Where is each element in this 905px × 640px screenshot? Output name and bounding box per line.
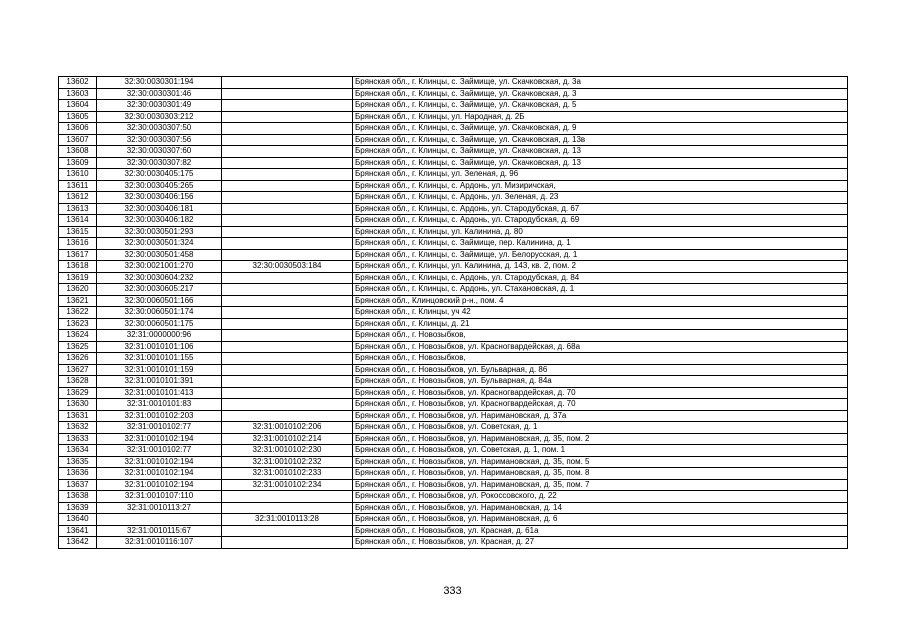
cadastral-number-cell: 32:30:0060501:174 <box>97 307 222 319</box>
secondary-cadastral-number-cell: 32:31:0010113:28 <box>222 514 353 526</box>
cadastral-number-cell: 32:30:0030301:49 <box>97 100 222 112</box>
secondary-cadastral-number-cell: 32:31:0010102:206 <box>222 422 353 434</box>
cadastral-number-cell: 32:30:0030405:265 <box>97 180 222 192</box>
cadastral-number-cell: 32:30:0030307:50 <box>97 123 222 135</box>
secondary-cadastral-number-cell <box>222 180 353 192</box>
table-row <box>59 479 848 491</box>
row-number-cell: 13619 <box>59 272 97 284</box>
table-row <box>59 261 848 273</box>
secondary-cadastral-number-cell <box>222 491 353 503</box>
row-number-cell: 13612 <box>59 192 97 204</box>
secondary-cadastral-number-cell <box>222 330 353 342</box>
cadastral-number-cell: 32:30:0030605:217 <box>97 284 222 296</box>
cadastral-number-cell: 32:31:0010101:83 <box>97 399 222 411</box>
address-cell: Брянская обл., г. Клинцы, с. Займище, ул. Скачковская, д. 13в <box>353 134 848 146</box>
table-row <box>59 525 848 537</box>
secondary-cadastral-number-cell <box>222 134 353 146</box>
table-row <box>59 203 848 215</box>
address-cell: Брянская обл., г. Клинцы, с. Займище, ул. Скачковская, д. 3а <box>353 77 848 89</box>
table-row <box>59 100 848 112</box>
table-row <box>59 249 848 261</box>
row-number-cell: 13627 <box>59 364 97 376</box>
row-number-cell: 13607 <box>59 134 97 146</box>
row-number-cell: 13639 <box>59 502 97 514</box>
secondary-cadastral-number-cell <box>222 295 353 307</box>
row-number-cell: 13603 <box>59 88 97 100</box>
address-cell: Брянская обл., г. Новозыбков, ул. Наримановская, д. 35, пом. 2 <box>353 433 848 445</box>
address-cell: Брянская обл., г. Клинцы, с. Ардонь, ул. Зеленая, д. 23 <box>353 192 848 204</box>
secondary-cadastral-number-cell <box>222 525 353 537</box>
table-row <box>59 123 848 135</box>
page-number: 333 <box>443 585 462 597</box>
table-row <box>59 445 848 457</box>
cadastral-number-cell: 32:30:0030501:458 <box>97 249 222 261</box>
secondary-cadastral-number-cell: 32:31:0010102:214 <box>222 433 353 445</box>
secondary-cadastral-number-cell <box>222 123 353 135</box>
secondary-cadastral-number-cell <box>222 537 353 549</box>
table-row <box>59 295 848 307</box>
table-row <box>59 318 848 330</box>
secondary-cadastral-number-cell <box>222 284 353 296</box>
cadastral-number-cell: 32:30:0030406:182 <box>97 215 222 227</box>
secondary-cadastral-number-cell <box>222 376 353 388</box>
table-row <box>59 134 848 146</box>
address-cell: Брянская обл., г. Новозыбков, <box>353 330 848 342</box>
secondary-cadastral-number-cell <box>222 192 353 204</box>
row-number-cell: 13606 <box>59 123 97 135</box>
row-number-cell: 13626 <box>59 353 97 365</box>
row-number-cell: 13640 <box>59 514 97 526</box>
cadastral-number-cell: 32:31:0010115:67 <box>97 525 222 537</box>
cadastral-number-cell: 32:30:0030303:212 <box>97 111 222 123</box>
table-row <box>59 146 848 158</box>
cadastral-number-cell: 32:30:0030406:181 <box>97 203 222 215</box>
address-cell: Брянская обл., г. Клинцы, с. Займище, пер. Калинина, д. 1 <box>353 238 848 250</box>
table-row <box>59 180 848 192</box>
cadastral-number-cell: 32:31:0010107:110 <box>97 491 222 503</box>
row-number-cell: 13632 <box>59 422 97 434</box>
secondary-cadastral-number-cell <box>222 502 353 514</box>
property-table <box>58 76 848 549</box>
table-row <box>59 111 848 123</box>
secondary-cadastral-number-cell <box>222 88 353 100</box>
table-row <box>59 376 848 388</box>
address-cell: Брянская обл., г. Новозыбков, ул. Красногвардейская, д. 70 <box>353 387 848 399</box>
row-number-cell: 13623 <box>59 318 97 330</box>
table-row <box>59 514 848 526</box>
cadastral-number-cell: 32:31:0010101:159 <box>97 364 222 376</box>
row-number-cell: 13604 <box>59 100 97 112</box>
secondary-cadastral-number-cell: 32:31:0010102:230 <box>222 445 353 457</box>
row-number-cell: 13633 <box>59 433 97 445</box>
secondary-cadastral-number-cell <box>222 318 353 330</box>
address-cell: Брянская обл., г. Новозыбков, ул. Советская, д. 1, пом. 1 <box>353 445 848 457</box>
row-number-cell: 13617 <box>59 249 97 261</box>
cadastral-number-cell: 32:31:0010102:194 <box>97 456 222 468</box>
address-cell: Брянская обл., г. Новозыбков, ул. Рокоссовского, д. 22 <box>353 491 848 503</box>
cadastral-number-cell: 32:30:0060501:175 <box>97 318 222 330</box>
table-row <box>59 330 848 342</box>
address-cell: Брянская обл., г. Новозыбков, ул. Наримановская, д. 14 <box>353 502 848 514</box>
table-row <box>59 364 848 376</box>
row-number-cell: 13637 <box>59 479 97 491</box>
row-number-cell: 13624 <box>59 330 97 342</box>
address-cell: Брянская обл., г. Новозыбков, ул. Наримановская, д. 35, пом. 7 <box>353 479 848 491</box>
cadastral-number-cell: 32:30:0030501:293 <box>97 226 222 238</box>
table-row <box>59 456 848 468</box>
secondary-cadastral-number-cell <box>222 226 353 238</box>
cadastral-number-cell: 32:31:0010102:77 <box>97 445 222 457</box>
address-cell: Брянская обл., г. Клинцы, с. Займище, ул. Скачковская, д. 9 <box>353 123 848 135</box>
cadastral-number-cell: 32:30:0030501:324 <box>97 238 222 250</box>
row-number-cell: 13635 <box>59 456 97 468</box>
secondary-cadastral-number-cell <box>222 410 353 422</box>
table-row <box>59 410 848 422</box>
row-number-cell: 13630 <box>59 399 97 411</box>
row-number-cell: 13636 <box>59 468 97 480</box>
cadastral-number-cell: 32:30:0030307:60 <box>97 146 222 158</box>
table-row <box>59 399 848 411</box>
row-number-cell: 13615 <box>59 226 97 238</box>
address-cell: Брянская обл., г. Клинцы, ул. Зеленая, д. 96 <box>353 169 848 181</box>
cadastral-number-cell: 32:30:0030604:232 <box>97 272 222 284</box>
table-row <box>59 422 848 434</box>
address-cell: Брянская обл., г. Новозыбков, ул. Красногвардейская, д. 68а <box>353 341 848 353</box>
address-cell: Брянская обл., г. Клинцы, с. Займище, ул. Скачковская, д. 13 <box>353 146 848 158</box>
secondary-cadastral-number-cell <box>222 399 353 411</box>
cadastral-number-cell: 32:31:0010102:194 <box>97 433 222 445</box>
cadastral-number-cell: 32:30:0030406:156 <box>97 192 222 204</box>
secondary-cadastral-number-cell <box>222 157 353 169</box>
cadastral-number-cell: 32:30:0030301:46 <box>97 88 222 100</box>
table-row <box>59 192 848 204</box>
table-row <box>59 387 848 399</box>
cadastral-number-cell: 32:31:0000000:96 <box>97 330 222 342</box>
secondary-cadastral-number-cell <box>222 307 353 319</box>
row-number-cell: 13605 <box>59 111 97 123</box>
address-cell: Брянская обл., г. Новозыбков, ул. Красная, д. 27 <box>353 537 848 549</box>
address-cell: Брянская обл., г. Клинцы, с. Ардонь, ул. Стародубская, д. 84 <box>353 272 848 284</box>
table-row <box>59 341 848 353</box>
secondary-cadastral-number-cell <box>222 272 353 284</box>
cadastral-number-cell: 32:31:0010116:107 <box>97 537 222 549</box>
table-row <box>59 88 848 100</box>
address-cell: Брянская обл., г. Клинцы, ул. Народная, д. 2Б <box>353 111 848 123</box>
cadastral-number-cell: 32:31:0010102:194 <box>97 479 222 491</box>
secondary-cadastral-number-cell <box>222 353 353 365</box>
table-row <box>59 537 848 549</box>
secondary-cadastral-number-cell <box>222 249 353 261</box>
secondary-cadastral-number-cell <box>222 238 353 250</box>
address-cell: Брянская обл., г. Клинцы, с. Займище, ул. Белорусская, д. 1 <box>353 249 848 261</box>
property-table-body <box>59 77 848 549</box>
address-cell: Брянская обл., г. Клинцы, с. Ардонь, ул. Мизиричская, <box>353 180 848 192</box>
secondary-cadastral-number-cell <box>222 387 353 399</box>
secondary-cadastral-number-cell: 32:30:0030503:184 <box>222 261 353 273</box>
secondary-cadastral-number-cell <box>222 77 353 89</box>
cadastral-number-cell: 32:31:0010101:106 <box>97 341 222 353</box>
secondary-cadastral-number-cell <box>222 364 353 376</box>
row-number-cell: 13621 <box>59 295 97 307</box>
address-cell: Брянская обл., Клинцовский р-н., пом. 4 <box>353 295 848 307</box>
address-cell: Брянская обл., г. Новозыбков, ул. Красногвардейская, д. 70 <box>353 399 848 411</box>
cadastral-number-cell: 32:31:0010113:27 <box>97 502 222 514</box>
cadastral-number-cell <box>97 514 222 526</box>
address-cell: Брянская обл., г. Клинцы, с. Займище, ул. Скачковская, д. 5 <box>353 100 848 112</box>
address-cell: Брянская обл., г. Новозыбков, ул. Наримановская, д. 35, пом. 8 <box>353 468 848 480</box>
table-row <box>59 169 848 181</box>
table-row <box>59 353 848 365</box>
row-number-cell: 13618 <box>59 261 97 273</box>
cadastral-number-cell: 32:31:0010101:155 <box>97 353 222 365</box>
address-cell: Брянская обл., г. Новозыбков, ул. Наримановская, д. 6 <box>353 514 848 526</box>
cadastral-number-cell: 32:30:0060501:166 <box>97 295 222 307</box>
secondary-cadastral-number-cell <box>222 111 353 123</box>
address-cell: Брянская обл., г. Новозыбков, ул. Наримановская, д. 35, пом. 5 <box>353 456 848 468</box>
address-cell: Брянская обл., г. Клинцы, ул. Калинина, д. 80 <box>353 226 848 238</box>
cadastral-number-cell: 32:31:0010102:77 <box>97 422 222 434</box>
table-row <box>59 215 848 227</box>
row-number-cell: 13642 <box>59 537 97 549</box>
address-cell: Брянская обл., г. Новозыбков, ул. Советская, д. 1 <box>353 422 848 434</box>
row-number-cell: 13625 <box>59 341 97 353</box>
row-number-cell: 13634 <box>59 445 97 457</box>
address-cell: Брянская обл., г. Клинцы, с. Займище, ул. Скачковская, д. 3 <box>353 88 848 100</box>
table-row <box>59 468 848 480</box>
row-number-cell: 13611 <box>59 180 97 192</box>
secondary-cadastral-number-cell <box>222 169 353 181</box>
address-cell: Брянская обл., г. Новозыбков, ул. Красная, д. 61а <box>353 525 848 537</box>
table-row <box>59 226 848 238</box>
row-number-cell: 13608 <box>59 146 97 158</box>
address-cell: Брянская обл., г. Новозыбков, ул. Наримановская, д. 37а <box>353 410 848 422</box>
table-row <box>59 502 848 514</box>
row-number-cell: 13616 <box>59 238 97 250</box>
row-number-cell: 13622 <box>59 307 97 319</box>
cadastral-number-cell: 32:30:0030307:56 <box>97 134 222 146</box>
row-number-cell: 13629 <box>59 387 97 399</box>
cadastral-number-cell: 32:31:0010102:194 <box>97 468 222 480</box>
secondary-cadastral-number-cell <box>222 146 353 158</box>
address-cell: Брянская обл., г. Новозыбков, <box>353 353 848 365</box>
secondary-cadastral-number-cell: 32:31:0010102:233 <box>222 468 353 480</box>
table-row <box>59 491 848 503</box>
row-number-cell: 13610 <box>59 169 97 181</box>
address-cell: Брянская обл., г. Клинцы, с. Займище, ул. Скачковская, д. 13 <box>353 157 848 169</box>
address-cell: Брянская обл., г. Клинцы, уч 42 <box>353 307 848 319</box>
row-number-cell: 13628 <box>59 376 97 388</box>
row-number-cell: 13614 <box>59 215 97 227</box>
table-row <box>59 272 848 284</box>
table-row <box>59 77 848 89</box>
row-number-cell: 13638 <box>59 491 97 503</box>
address-cell: Брянская обл., г. Новозыбков, ул. Бульварная, д. 86 <box>353 364 848 376</box>
secondary-cadastral-number-cell <box>222 100 353 112</box>
cadastral-number-cell: 32:31:0010101:391 <box>97 376 222 388</box>
row-number-cell: 13609 <box>59 157 97 169</box>
row-number-cell: 13613 <box>59 203 97 215</box>
row-number-cell: 13602 <box>59 77 97 89</box>
address-cell: Брянская обл., г. Клинцы, с. Ардонь, ул. Стародубская, д. 69 <box>353 215 848 227</box>
cadastral-number-cell: 32:31:0010101:413 <box>97 387 222 399</box>
address-cell: Брянская обл., г. Клинцы, ул. Калинина, д. 143, кв. 2, пом. 2 <box>353 261 848 273</box>
cadastral-number-cell: 32:30:0030301:194 <box>97 77 222 89</box>
table-row <box>59 238 848 250</box>
cadastral-number-cell: 32:30:0030405:175 <box>97 169 222 181</box>
address-cell: Брянская обл., г. Клинцы, с. Ардонь, ул. Стахановская, д. 1 <box>353 284 848 296</box>
address-cell: Брянская обл., г. Клинцы, с. Ардонь, ул. Стародубская, д. 67 <box>353 203 848 215</box>
table-row <box>59 433 848 445</box>
table-row <box>59 307 848 319</box>
cadastral-number-cell: 32:30:0021001:270 <box>97 261 222 273</box>
secondary-cadastral-number-cell: 32:31:0010102:232 <box>222 456 353 468</box>
row-number-cell: 13620 <box>59 284 97 296</box>
row-number-cell: 13631 <box>59 410 97 422</box>
table-row <box>59 284 848 296</box>
address-cell: Брянская обл., г. Новозыбков, ул. Бульварная, д. 84а <box>353 376 848 388</box>
cadastral-number-cell: 32:30:0030307:82 <box>97 157 222 169</box>
address-cell: Брянская обл., г. Клинцы, д. 21 <box>353 318 848 330</box>
secondary-cadastral-number-cell <box>222 203 353 215</box>
row-number-cell: 13641 <box>59 525 97 537</box>
secondary-cadastral-number-cell <box>222 215 353 227</box>
secondary-cadastral-number-cell <box>222 341 353 353</box>
table-row <box>59 157 848 169</box>
cadastral-number-cell: 32:31:0010102:203 <box>97 410 222 422</box>
secondary-cadastral-number-cell: 32:31:0010102:234 <box>222 479 353 491</box>
